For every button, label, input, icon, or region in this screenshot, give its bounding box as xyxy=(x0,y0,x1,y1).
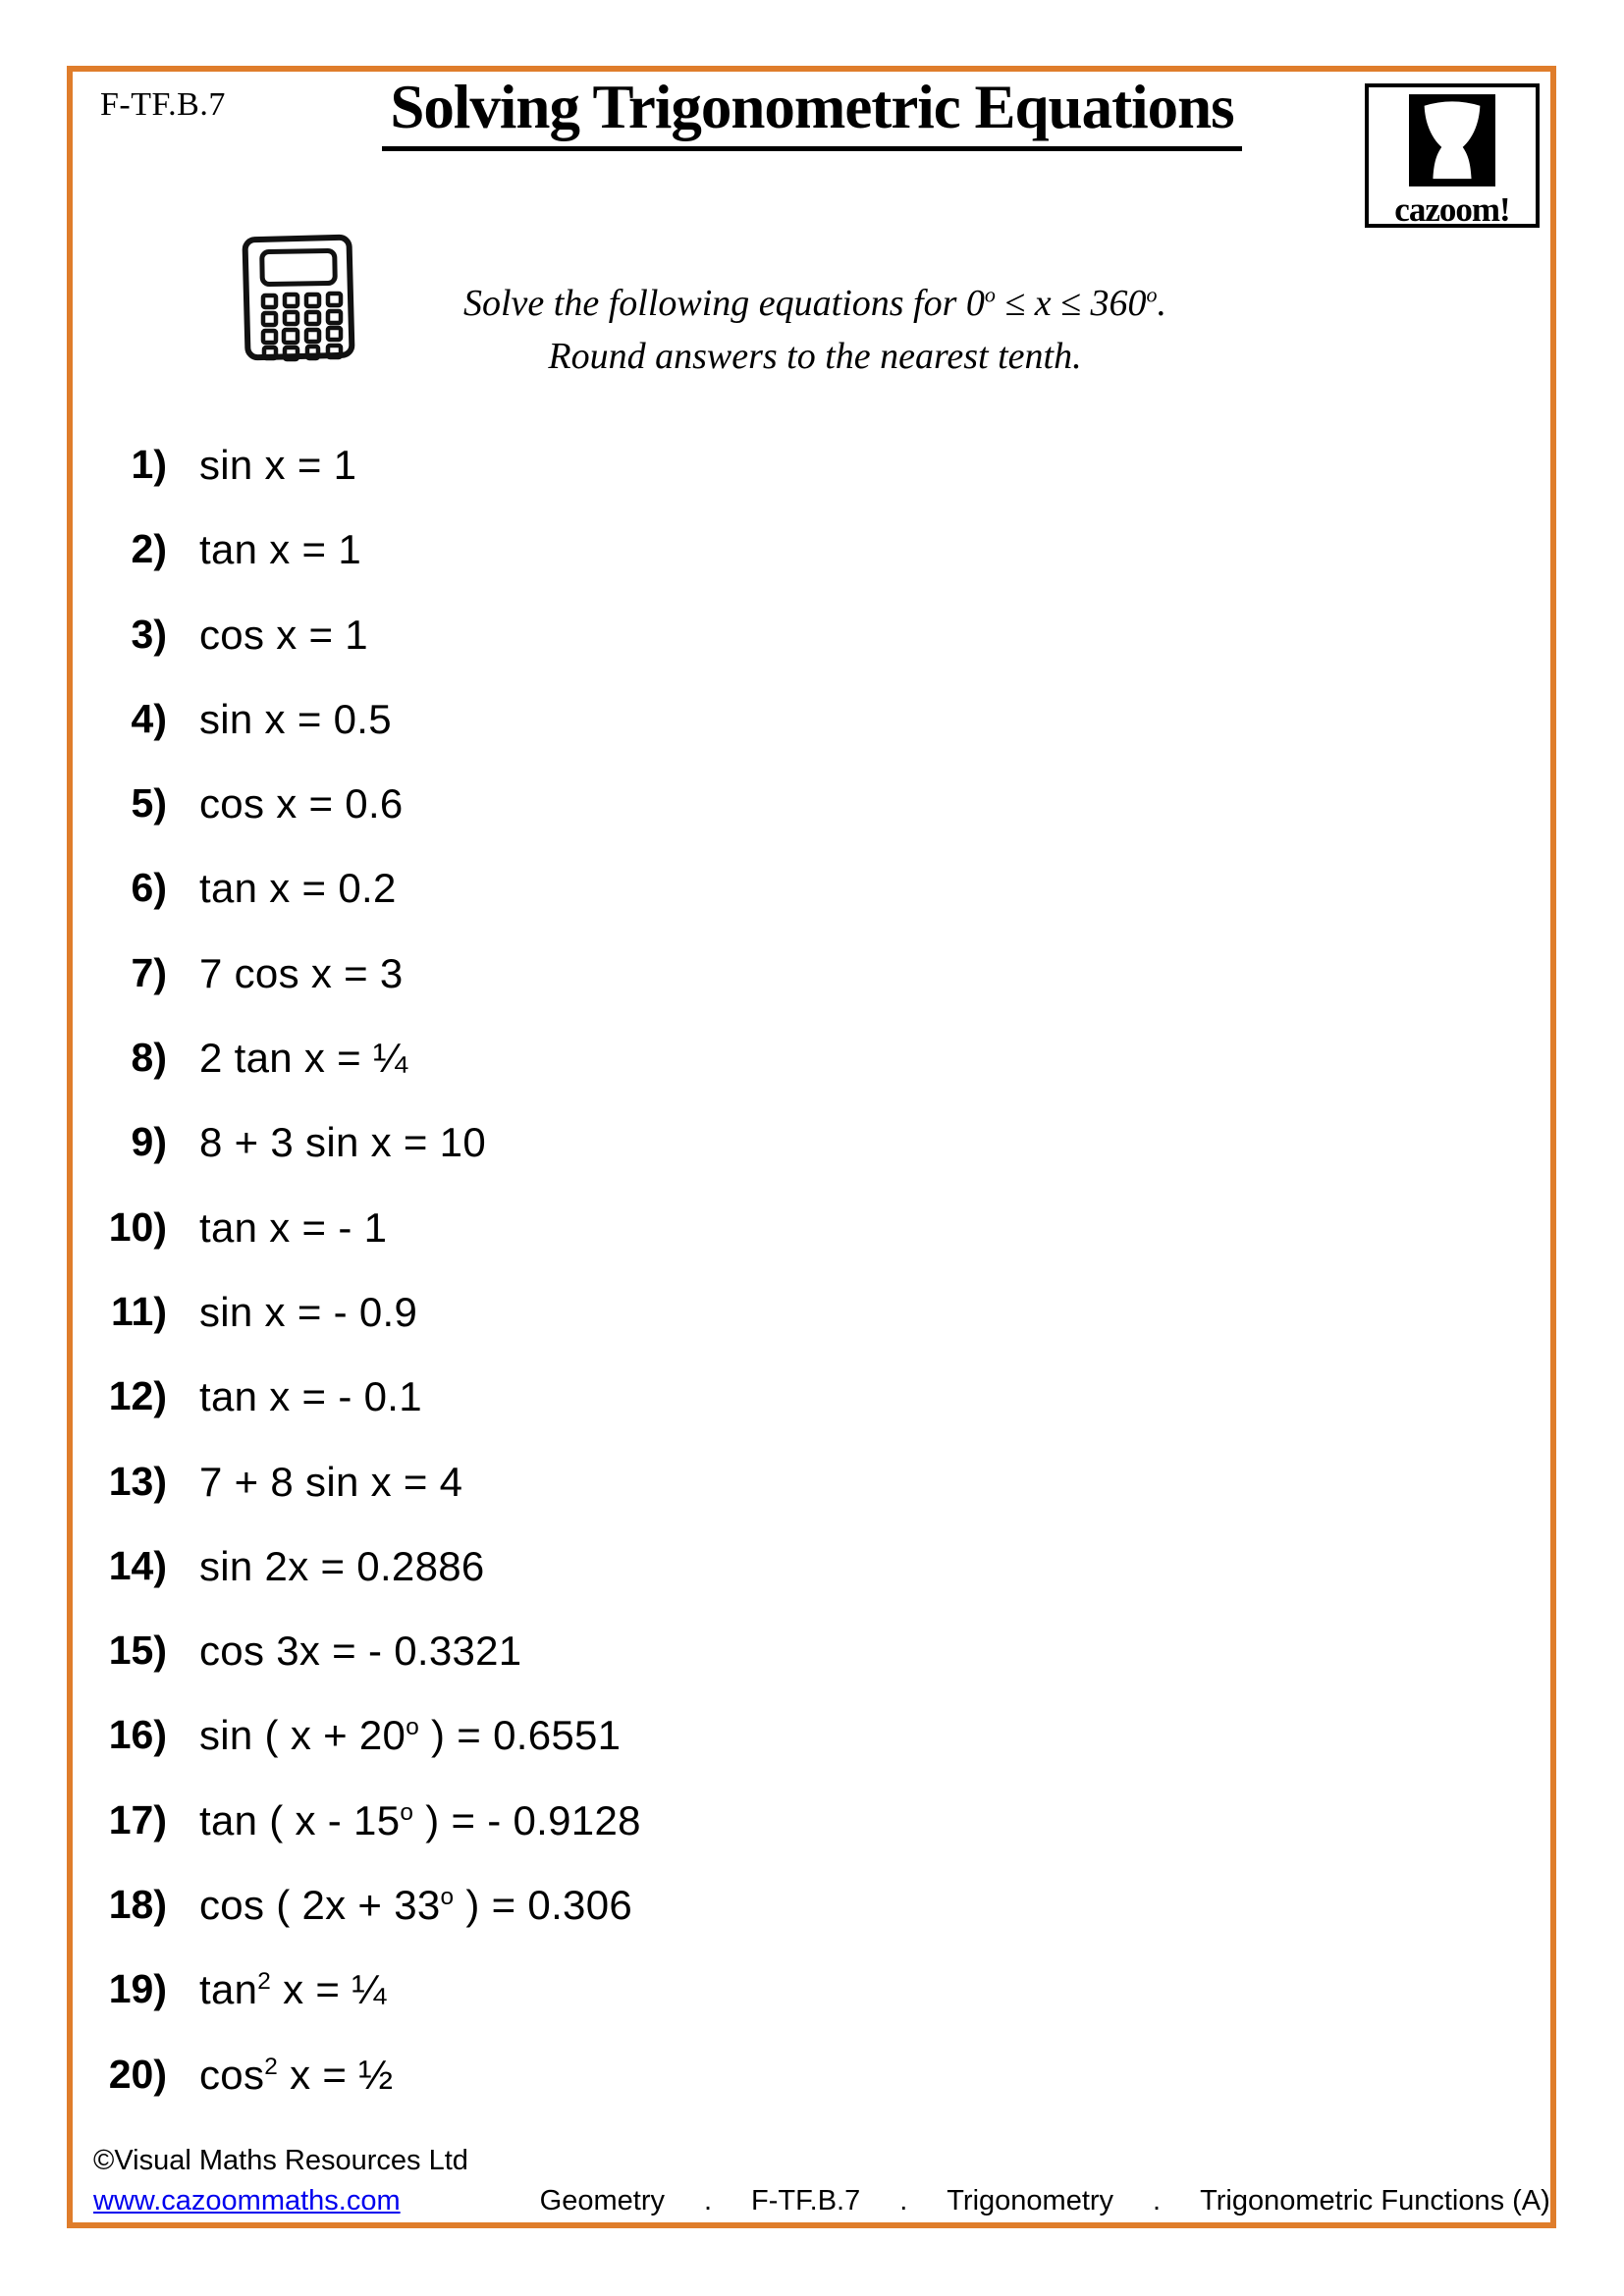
problem-number: 8) xyxy=(131,1035,167,1081)
problem-row xyxy=(106,526,641,611)
problem-number: 9) xyxy=(131,1119,167,1165)
problem-equation: sin x = 1 xyxy=(199,442,357,488)
problem-equation: sin x = - 0.9 xyxy=(199,1288,418,1335)
problem-equation: sin 2x = 0.2886 xyxy=(199,1542,485,1589)
problem-row xyxy=(106,442,641,526)
drum-icon xyxy=(1409,94,1495,191)
footer-link-row xyxy=(93,2184,1550,2217)
problem-number: 1) xyxy=(131,442,167,487)
problem-equation: sin ( $x + 20^o$ ) = 0.6551 xyxy=(199,1712,622,1759)
cazoom-logo xyxy=(1365,83,1540,228)
problem-row xyxy=(106,865,641,949)
problem-number: 7) xyxy=(131,949,167,995)
breadcrumb-item: Trigonometric Functions (A) xyxy=(1200,2185,1550,2217)
problem-number: 14) xyxy=(108,1542,167,1588)
problem-number: 2) xyxy=(131,526,167,572)
instructions-line2: Round answers to the nearest tenth. xyxy=(548,335,1082,377)
logo-text: cazoom! xyxy=(1394,190,1510,229)
problem-equation: cos ( $2x + 33^o$ ) = 0.306 xyxy=(199,1882,633,1929)
problem-equation: $\cos^2 x$ = ½ xyxy=(199,2051,394,2098)
problem-equation: $\tan^2 x$ = ¼ xyxy=(199,1966,387,2013)
problem-number: 4) xyxy=(131,695,167,741)
problem-number: 13) xyxy=(108,1458,167,1504)
website-link[interactable]: www.cazoommaths.com xyxy=(93,2185,401,2217)
problem-row xyxy=(106,780,641,865)
problem-equation: tan x = 1 xyxy=(199,526,361,573)
problem-row xyxy=(106,612,641,696)
standard-code: F-TF.B.7 xyxy=(100,86,226,123)
problem-equation: cos 3x = - 0.3321 xyxy=(199,1628,522,1675)
problem-number: 19) xyxy=(108,1966,167,2012)
problem-equation: cos x = 0.6 xyxy=(199,780,404,828)
problem-row xyxy=(106,1543,641,1628)
problem-number: 20) xyxy=(108,2051,167,2097)
problem-equation: tan x = 0.2 xyxy=(199,865,397,912)
problem-number: 17) xyxy=(108,1796,167,1842)
page-title: Solving Trigonometric Equations xyxy=(382,75,1241,151)
problem-equation: cos x = 1 xyxy=(199,611,368,658)
footer xyxy=(93,2144,1550,2217)
breadcrumb-item: Trigonometry xyxy=(947,2185,1114,2217)
problem-row xyxy=(106,1966,641,2051)
problem-number: 16) xyxy=(108,1712,167,1758)
breadcrumb-separator: . xyxy=(703,2185,713,2217)
problem-row xyxy=(106,1119,641,1203)
problem-number: 10) xyxy=(108,1203,167,1250)
instructions xyxy=(324,278,1306,384)
problems-list xyxy=(106,442,641,2136)
problem-row xyxy=(106,1882,641,1966)
breadcrumb-separator: . xyxy=(899,2185,908,2217)
problem-equation: 7 cos x = 3 xyxy=(199,949,404,996)
problem-equation: 8 + 3 sin x = 10 xyxy=(199,1119,486,1166)
problem-equation: 7 + 8 sin x = 4 xyxy=(199,1458,463,1505)
problem-number: 18) xyxy=(108,1882,167,1928)
problem-row xyxy=(106,696,641,780)
breadcrumb xyxy=(540,2184,1550,2217)
breadcrumb-separator: . xyxy=(1153,2185,1162,2217)
problem-equation: tan x = - 1 xyxy=(199,1203,388,1251)
problem-row xyxy=(106,2052,641,2136)
problem-row xyxy=(106,1035,641,1119)
problem-row xyxy=(106,1373,641,1458)
problem-number: 3) xyxy=(131,611,167,657)
copyright-text: ©Visual Maths Resources Ltd xyxy=(93,2145,468,2176)
problem-number: 11) xyxy=(111,1288,167,1334)
problem-row xyxy=(106,1797,641,1882)
problem-equation: tan x = - 0.1 xyxy=(199,1373,422,1420)
problem-number: 6) xyxy=(131,865,167,911)
problem-number: 15) xyxy=(108,1628,167,1674)
problem-number: 5) xyxy=(131,780,167,827)
problem-row xyxy=(106,1204,641,1289)
problem-equation: 2 tan x = ¼ xyxy=(199,1035,408,1082)
problem-equation: sin x = 0.5 xyxy=(199,695,392,742)
problem-row xyxy=(106,950,641,1035)
breadcrumb-item: F-TF.B.7 xyxy=(751,2185,861,2217)
problem-row xyxy=(106,1289,641,1373)
instructions-line1: Solve the following equations for $0^o \le x \le 360^o$. xyxy=(462,282,1166,324)
breadcrumb-item: Geometry xyxy=(539,2185,665,2217)
problem-number: 12) xyxy=(108,1373,167,1419)
problem-row xyxy=(106,1628,641,1712)
problem-equation: tan ( x - 15$^o$ ) = - 0.9128 xyxy=(199,1796,641,1843)
problem-row xyxy=(106,1712,641,1796)
problem-row xyxy=(106,1459,641,1543)
